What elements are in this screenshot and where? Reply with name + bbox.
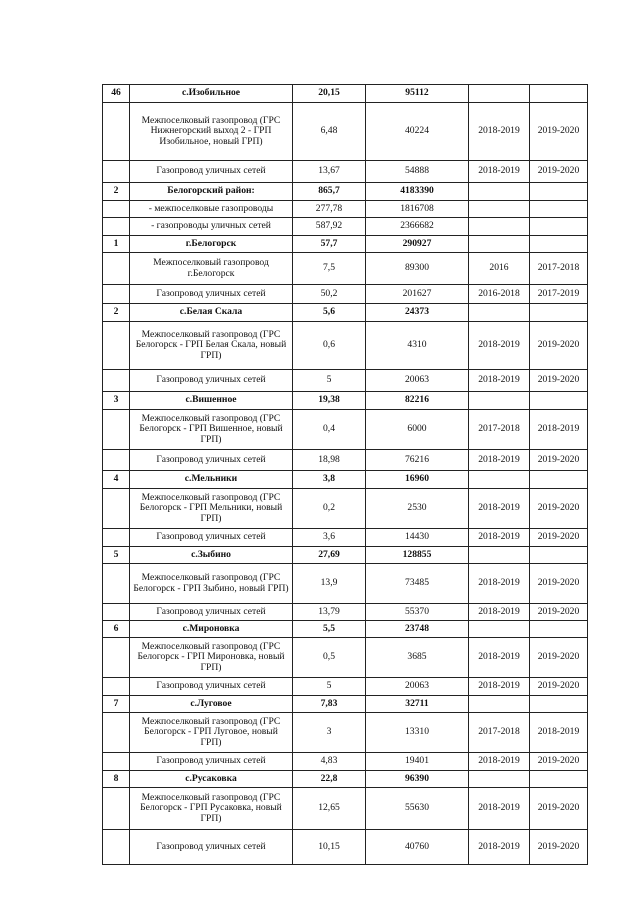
end-period-cell: 2019-2020: [530, 529, 588, 547]
length-km-cell: 13,67: [293, 161, 366, 183]
cost-cell: 128855: [366, 547, 469, 564]
start-period-cell: 2018-2019: [469, 830, 530, 865]
cost-cell: 55630: [366, 788, 469, 830]
cost-cell: 23748: [366, 621, 469, 638]
object-name-cell: с.Мироновка: [130, 621, 293, 638]
object-name-cell: Газопровод уличных сетей: [130, 529, 293, 547]
table-row: [103, 753, 588, 771]
cost-cell: 1816708: [366, 201, 469, 218]
cost-cell: 40760: [366, 830, 469, 865]
table-row: [103, 638, 588, 678]
length-km-cell: 7,5: [293, 253, 366, 285]
cost-cell: 2366682: [366, 218, 469, 236]
start-period-cell: 2018-2019: [469, 161, 530, 183]
section-row: [103, 547, 588, 564]
row-number-cell: [103, 529, 130, 547]
end-period-cell: 2019-2020: [530, 830, 588, 865]
table-row: [103, 322, 588, 370]
start-period-cell: [469, 621, 530, 638]
table-row: [103, 370, 588, 392]
start-period-cell: 2018-2019: [469, 678, 530, 696]
end-period-cell: 2019-2020: [530, 678, 588, 696]
row-number-cell: 6: [103, 621, 130, 638]
object-name-cell: Газопровод уличных сетей: [130, 604, 293, 621]
start-period-cell: 2018-2019: [469, 529, 530, 547]
length-km-cell: 6,48: [293, 103, 366, 161]
length-km-cell: 587,92: [293, 218, 366, 236]
end-period-cell: [530, 236, 588, 253]
row-number-cell: 3: [103, 392, 130, 410]
row-number-cell: 8: [103, 771, 130, 788]
row-number-cell: 7: [103, 696, 130, 713]
end-period-cell: [530, 547, 588, 564]
table-row: [103, 103, 588, 161]
end-period-cell: 2019-2020: [530, 489, 588, 529]
table-row: [103, 564, 588, 604]
end-period-cell: 2019-2020: [530, 161, 588, 183]
object-name-cell: с.Вишенное: [130, 392, 293, 410]
end-period-cell: 2019-2020: [530, 564, 588, 604]
row-number-cell: [103, 253, 130, 285]
section-row: [103, 183, 588, 201]
cost-cell: 24373: [366, 304, 469, 322]
object-name-cell: - газопроводы уличных сетей: [130, 218, 293, 236]
length-km-cell: 0,6: [293, 322, 366, 370]
cost-cell: 20063: [366, 370, 469, 392]
end-period-cell: [530, 304, 588, 322]
end-period-cell: 2019-2020: [530, 604, 588, 621]
start-period-cell: [469, 771, 530, 788]
start-period-cell: [469, 547, 530, 564]
row-number-cell: 46: [103, 85, 130, 103]
row-number-cell: [103, 788, 130, 830]
end-period-cell: [530, 85, 588, 103]
length-km-cell: 277,78: [293, 201, 366, 218]
object-name-cell: Межпоселковый газопровод г.Белогорск: [130, 253, 293, 285]
row-number-cell: [103, 103, 130, 161]
section-row: [103, 85, 588, 103]
cost-cell: 96390: [366, 771, 469, 788]
cost-cell: 73485: [366, 564, 469, 604]
end-period-cell: [530, 183, 588, 201]
object-name-cell: Межпоселковый газопровод (ГРС Белогорск - ГРП Зыбино, новый ГРП): [130, 564, 293, 604]
length-km-cell: 5,5: [293, 621, 366, 638]
end-period-cell: [530, 471, 588, 489]
table-row: [103, 830, 588, 865]
table-row: [103, 450, 588, 471]
end-period-cell: [530, 621, 588, 638]
start-period-cell: 2018-2019: [469, 370, 530, 392]
object-name-cell: Газопровод уличных сетей: [130, 678, 293, 696]
start-period-cell: 2017-2018: [469, 410, 530, 450]
row-number-cell: [103, 604, 130, 621]
object-name-cell: с.Белая Скала: [130, 304, 293, 322]
section-row: [103, 304, 588, 322]
section-row: [103, 471, 588, 489]
start-period-cell: 2016: [469, 253, 530, 285]
object-name-cell: Газопровод уличных сетей: [130, 830, 293, 865]
cost-cell: 82216: [366, 392, 469, 410]
length-km-cell: 12,65: [293, 788, 366, 830]
object-name-cell: г.Белогорск: [130, 236, 293, 253]
row-number-cell: [103, 678, 130, 696]
cost-cell: 4183390: [366, 183, 469, 201]
cost-cell: 55370: [366, 604, 469, 621]
start-period-cell: 2018-2019: [469, 103, 530, 161]
row-number-cell: [103, 285, 130, 304]
table-row: [103, 529, 588, 547]
start-period-cell: [469, 471, 530, 489]
start-period-cell: [469, 85, 530, 103]
object-name-cell: с.Мельники: [130, 471, 293, 489]
length-km-cell: 5,6: [293, 304, 366, 322]
end-period-cell: 2019-2020: [530, 788, 588, 830]
length-km-cell: 0,5: [293, 638, 366, 678]
cost-cell: 290927: [366, 236, 469, 253]
object-name-cell: Межпоселковый газопровод (ГРС Белогорск - ГРП Мироновка, новый ГРП): [130, 638, 293, 678]
row-number-cell: 4: [103, 471, 130, 489]
start-period-cell: [469, 696, 530, 713]
table-row: [103, 253, 588, 285]
table-row: [103, 713, 588, 753]
length-km-cell: 7,83: [293, 696, 366, 713]
row-number-cell: [103, 322, 130, 370]
length-km-cell: 4,83: [293, 753, 366, 771]
end-period-cell: [530, 392, 588, 410]
row-number-cell: [103, 489, 130, 529]
start-period-cell: 2018-2019: [469, 489, 530, 529]
cost-cell: 32711: [366, 696, 469, 713]
row-number-cell: [103, 830, 130, 865]
length-km-cell: 865,7: [293, 183, 366, 201]
section-row: [103, 236, 588, 253]
object-name-cell: Межпоселковый газопровод (ГРС Белогорск - ГРП Белая Скала, новый ГРП): [130, 322, 293, 370]
length-km-cell: 57,7: [293, 236, 366, 253]
end-period-cell: [530, 771, 588, 788]
start-period-cell: [469, 304, 530, 322]
section-row: [103, 771, 588, 788]
length-km-cell: 50,2: [293, 285, 366, 304]
row-number-cell: [103, 450, 130, 471]
length-km-cell: 18,98: [293, 450, 366, 471]
cost-cell: 4310: [366, 322, 469, 370]
object-name-cell: Газопровод уличных сетей: [130, 450, 293, 471]
cost-cell: 20063: [366, 678, 469, 696]
cost-cell: 13310: [366, 713, 469, 753]
object-name-cell: с.Зыбино: [130, 547, 293, 564]
end-period-cell: 2019-2020: [530, 450, 588, 471]
length-km-cell: 5: [293, 370, 366, 392]
table-row: [103, 410, 588, 450]
start-period-cell: 2017-2018: [469, 713, 530, 753]
object-name-cell: Газопровод уличных сетей: [130, 161, 293, 183]
row-number-cell: [103, 753, 130, 771]
start-period-cell: 2018-2019: [469, 450, 530, 471]
length-km-cell: 3,8: [293, 471, 366, 489]
length-km-cell: 3,6: [293, 529, 366, 547]
start-period-cell: 2018-2019: [469, 322, 530, 370]
cost-cell: 14430: [366, 529, 469, 547]
object-name-cell: - межпоселковые газопроводы: [130, 201, 293, 218]
start-period-cell: [469, 236, 530, 253]
start-period-cell: [469, 183, 530, 201]
start-period-cell: [469, 392, 530, 410]
section-row: [103, 696, 588, 713]
table-row: [103, 218, 588, 236]
start-period-cell: [469, 218, 530, 236]
cost-cell: 89300: [366, 253, 469, 285]
table-row: [103, 604, 588, 621]
gas-pipeline-table: [102, 84, 588, 865]
cost-cell: 76216: [366, 450, 469, 471]
row-number-cell: [103, 564, 130, 604]
end-period-cell: 2018-2019: [530, 713, 588, 753]
table-body: [103, 85, 588, 865]
row-number-cell: [103, 201, 130, 218]
length-km-cell: 5: [293, 678, 366, 696]
start-period-cell: 2018-2019: [469, 564, 530, 604]
object-name-cell: Межпоселковый газопровод (ГРС Белогорск - ГРП Вишенное, новый ГРП): [130, 410, 293, 450]
cost-cell: 201627: [366, 285, 469, 304]
end-period-cell: 2019-2020: [530, 322, 588, 370]
object-name-cell: Межпоселковый газопровод (ГРС Белогорск - ГРП Мельники, новый ГРП): [130, 489, 293, 529]
length-km-cell: 13,79: [293, 604, 366, 621]
start-period-cell: 2018-2019: [469, 788, 530, 830]
length-km-cell: 22,8: [293, 771, 366, 788]
cost-cell: 16960: [366, 471, 469, 489]
section-row: [103, 392, 588, 410]
object-name-cell: Межпоселковый газопровод (ГРС Нижнегорский выход 2 - ГРП Изобильное, новый ГРП): [130, 103, 293, 161]
cost-cell: 2530: [366, 489, 469, 529]
object-name-cell: с.Луговое: [130, 696, 293, 713]
length-km-cell: 20,15: [293, 85, 366, 103]
table-row: [103, 285, 588, 304]
cost-cell: 19401: [366, 753, 469, 771]
row-number-cell: [103, 218, 130, 236]
row-number-cell: [103, 713, 130, 753]
object-name-cell: Межпоселковый газопровод (ГРС Белогорск - ГРП Русаковка, новый ГРП): [130, 788, 293, 830]
end-period-cell: 2018-2019: [530, 410, 588, 450]
object-name-cell: Белогорский район:: [130, 183, 293, 201]
cost-cell: 40224: [366, 103, 469, 161]
start-period-cell: 2018-2019: [469, 604, 530, 621]
table-row: [103, 678, 588, 696]
table-row: [103, 161, 588, 183]
table-row: [103, 201, 588, 218]
length-km-cell: 19,38: [293, 392, 366, 410]
end-period-cell: 2019-2020: [530, 753, 588, 771]
row-number-cell: [103, 638, 130, 678]
length-km-cell: 3: [293, 713, 366, 753]
row-number-cell: 2: [103, 183, 130, 201]
table-row: [103, 788, 588, 830]
end-period-cell: [530, 201, 588, 218]
start-period-cell: 2016-2018: [469, 285, 530, 304]
cost-cell: 3685: [366, 638, 469, 678]
end-period-cell: 2017-2019: [530, 285, 588, 304]
start-period-cell: 2018-2019: [469, 638, 530, 678]
object-name-cell: с.Русаковка: [130, 771, 293, 788]
end-period-cell: 2019-2020: [530, 103, 588, 161]
end-period-cell: 2019-2020: [530, 638, 588, 678]
end-period-cell: [530, 696, 588, 713]
section-row: [103, 621, 588, 638]
length-km-cell: 27,69: [293, 547, 366, 564]
row-number-cell: [103, 370, 130, 392]
end-period-cell: 2019-2020: [530, 370, 588, 392]
row-number-cell: [103, 410, 130, 450]
row-number-cell: 1: [103, 236, 130, 253]
cost-cell: 54888: [366, 161, 469, 183]
length-km-cell: 10,15: [293, 830, 366, 865]
start-period-cell: [469, 201, 530, 218]
row-number-cell: 5: [103, 547, 130, 564]
cost-cell: 6000: [366, 410, 469, 450]
table-row: [103, 489, 588, 529]
object-name-cell: Газопровод уличных сетей: [130, 285, 293, 304]
length-km-cell: 13,9: [293, 564, 366, 604]
length-km-cell: 0,4: [293, 410, 366, 450]
object-name-cell: Газопровод уличных сетей: [130, 370, 293, 392]
start-period-cell: 2018-2019: [469, 753, 530, 771]
row-number-cell: [103, 161, 130, 183]
end-period-cell: 2017-2018: [530, 253, 588, 285]
object-name-cell: Газопровод уличных сетей: [130, 753, 293, 771]
object-name-cell: Межпоселковый газопровод (ГРС Белогорск - ГРП Луговое, новый ГРП): [130, 713, 293, 753]
cost-cell: 95112: [366, 85, 469, 103]
length-km-cell: 0,2: [293, 489, 366, 529]
object-name-cell: с.Изобильное: [130, 85, 293, 103]
row-number-cell: 2: [103, 304, 130, 322]
end-period-cell: [530, 218, 588, 236]
